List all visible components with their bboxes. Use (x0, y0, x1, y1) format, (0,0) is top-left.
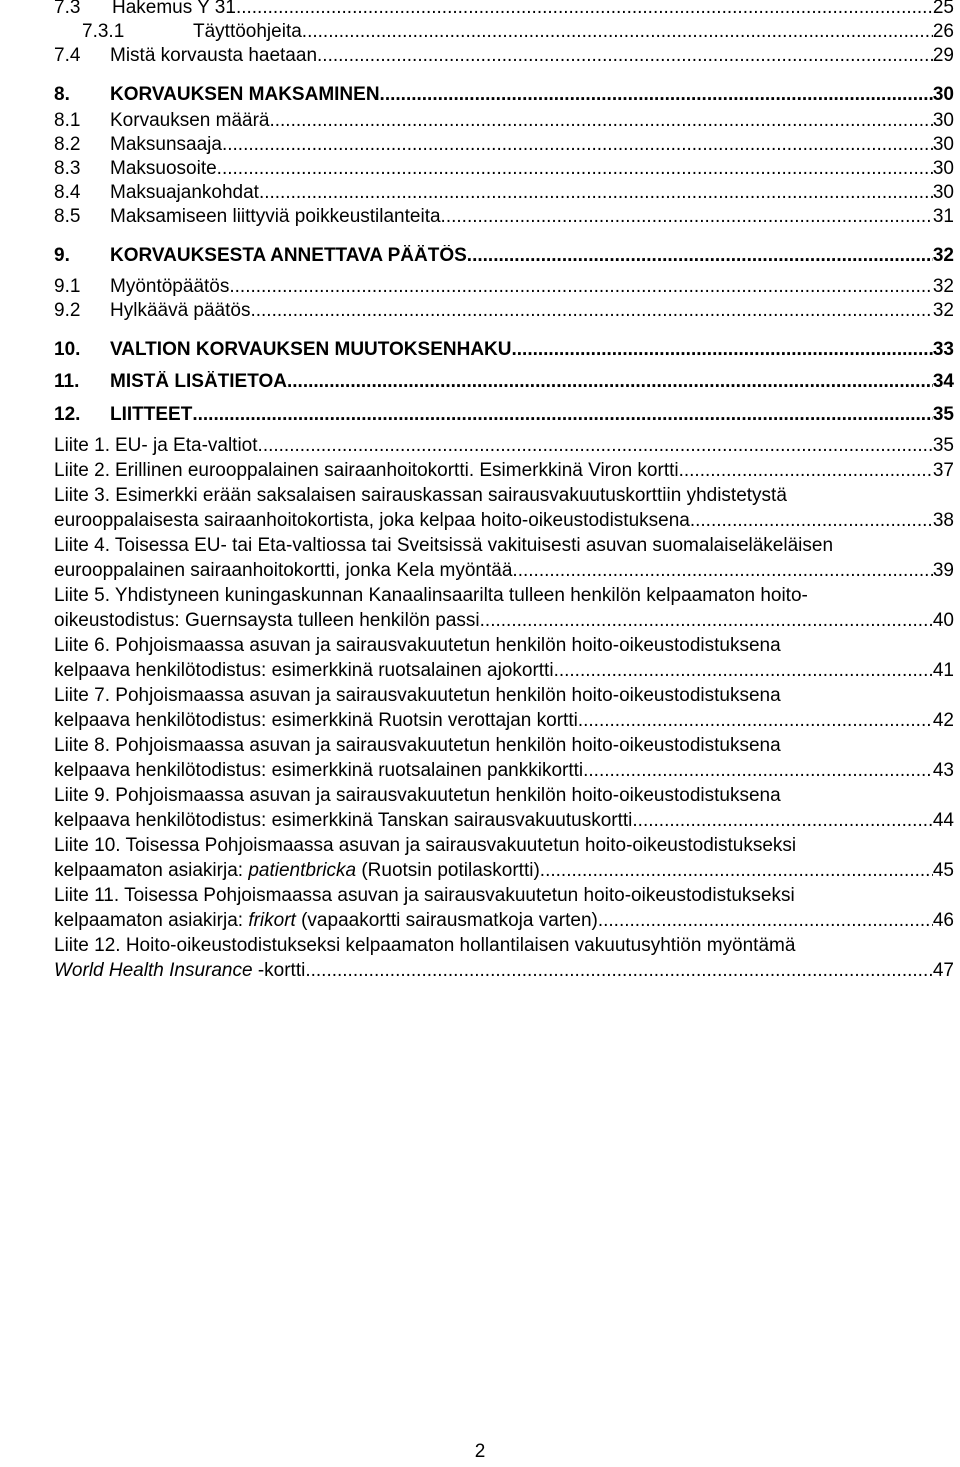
toc-entry[interactable] (54, 300, 954, 322)
toc-number: 8.4 (54, 182, 81, 203)
toc-number: 8. (54, 84, 70, 105)
toc-page: 34 (932, 371, 954, 392)
appendix-entry-line1[interactable] (54, 785, 781, 807)
appendix-page: 35 (932, 435, 954, 456)
appendix-title: Toisessa EU- tai Eta-valtiossa tai Sveitsissä vakituisesti asuvan suomalaiseläkeläisen (114, 535, 834, 556)
toc-leader (287, 371, 933, 393)
toc-title: Maksunsaaja (110, 134, 222, 155)
appendix-title-cont: eurooppalainen sairaanhoitokortti, jonka Kela myöntää. (54, 560, 518, 581)
toc-leader (467, 245, 933, 267)
toc-leader (554, 660, 933, 682)
toc-number: 9. (54, 245, 70, 266)
appendix-label: Liite 8. (54, 735, 110, 756)
appendix-title-post: (vapaakortti sairausmatkoja varten). (295, 910, 604, 931)
appendix-label: Liite 12. (54, 935, 121, 956)
toc-entry[interactable] (54, 84, 954, 106)
toc-page: 32 (932, 300, 954, 321)
appendix-label: Liite 3. (54, 485, 110, 506)
toc-title: Maksuosoite (110, 158, 217, 179)
toc-page: 30 (932, 84, 954, 105)
toc-leader (259, 182, 933, 204)
appendix-entry[interactable] (54, 435, 954, 457)
appendix-title-cont: eurooppalaisesta sairaanhoitokortista, joka kelpaa hoito-oikeustodistuksena. (54, 510, 696, 531)
page-number: 2 (474, 1441, 486, 1462)
toc-leader (302, 21, 933, 43)
toc-number: 11. (54, 371, 80, 392)
toc-number: 8.1 (54, 110, 81, 131)
appendix-label: Liite 1. (54, 435, 110, 456)
toc-entry[interactable] (54, 371, 954, 393)
toc-page: 30 (932, 134, 954, 155)
toc-page: 25 (932, 0, 954, 18)
appendix-title-cont: kelpaava henkilötodistus: esimerkkinä Ruotsin verottajan kortti. (54, 710, 584, 731)
appendix-title-pre: kelpaamaton asiakirja: (54, 860, 249, 881)
toc-page: 32 (932, 245, 954, 266)
toc-title: KORVAUKSEN MAKSAMINEN (110, 84, 380, 105)
toc-entry[interactable] (54, 0, 954, 19)
toc-entry[interactable] (82, 21, 954, 43)
toc-leader (632, 810, 932, 832)
toc-page: 33 (932, 339, 954, 360)
toc-leader (269, 110, 932, 132)
appendix-entry-line2[interactable] (54, 710, 954, 732)
appendix-title: Toisessa Pohjoismaassa asuvan ja sairausvakuutetun hoito-oikeustodistukseksi (124, 885, 795, 906)
toc-leader (380, 84, 933, 106)
appendix-title-italic: patientbricka (248, 860, 357, 881)
appendix-title: EU- ja Eta-valtiot. (114, 435, 263, 456)
toc-entry[interactable] (54, 45, 954, 67)
toc-leader (217, 158, 933, 180)
appendix-page: 39 (932, 560, 954, 581)
appendix-page: 46 (932, 910, 954, 931)
appendix-page: 44 (932, 810, 954, 831)
appendix-entry-line1[interactable] (54, 585, 808, 607)
toc-entry[interactable] (54, 339, 954, 361)
toc-page: 29 (932, 45, 954, 66)
appendix-title-post: -kortti (252, 960, 306, 981)
toc-leader (441, 206, 933, 228)
toc-leader (545, 860, 933, 882)
appendix-label: Liite 10. (54, 835, 121, 856)
appendix-title-cont: kelpaava henkilötodistus: esimerkkinä Tanskan sairausvakuutuskortti (54, 810, 633, 831)
appendix-title-cont: kelpaava henkilötodistus: esimerkkinä ruotsalainen pankkikortti. (54, 760, 589, 781)
toc-page: 30 (932, 182, 954, 203)
appendix-title: Pohjoismaassa asuvan ja sairausvakuutetun henkilön hoito-oikeustodistuksena (115, 735, 781, 756)
toc-number: 12. (54, 404, 81, 425)
appendix-entry-line1[interactable] (54, 935, 795, 957)
toc-page: 30 (932, 158, 954, 179)
appendix-title: Erillinen eurooppalainen sairaanhoitokortti. Esimerkkinä Viron kortti. (114, 460, 684, 481)
toc-page: 35 (932, 404, 954, 425)
appendix-label: Liite 7. (54, 685, 110, 706)
toc-title: Täyttöohjeita (193, 21, 302, 42)
toc-number: 10. (54, 339, 81, 360)
appendix-entry-line1[interactable] (54, 835, 796, 857)
appendix-label: Liite 6. (54, 635, 110, 656)
appendix-entry-line2[interactable] (54, 510, 954, 532)
toc-title: Myöntöpäätös (110, 276, 230, 297)
toc-leader (695, 510, 933, 532)
appendix-title: Hoito-oikeustodistukseksi kelpaamaton hollantilaisen vakuutusyhtiön myöntämä (125, 935, 796, 956)
appendix-title-post: (Ruotsin potilaskortti). (356, 860, 546, 881)
appendix-entry-line2[interactable] (54, 960, 954, 982)
appendix-title-cont: oikeustodistus: Guernsaysta tulleen henkilön passi. (54, 610, 485, 631)
appendix-label: Liite 9. (54, 785, 110, 806)
toc-title: LIITTEET (110, 404, 193, 425)
appendix-title-cont (54, 860, 545, 882)
toc-entry[interactable] (54, 182, 954, 204)
appendix-entry-line1[interactable] (54, 635, 781, 657)
appendix-label: Liite 2. (54, 460, 110, 481)
appendix-label: Liite 4. (54, 535, 110, 556)
toc-number: 7.3 (54, 0, 81, 18)
appendix-page: 42 (932, 710, 954, 731)
appendix-entry-line2[interactable] (54, 860, 954, 882)
appendix-entry-line1[interactable] (54, 485, 787, 507)
toc-number: 9.2 (54, 300, 81, 321)
toc-leader (229, 276, 933, 298)
appendix-page: 45 (932, 860, 954, 881)
appendix-title: Pohjoismaassa asuvan ja sairausvakuutetun henkilön hoito-oikeustodistuksena (115, 685, 781, 706)
toc-number: 7.4 (54, 45, 81, 66)
appendix-title: Pohjoismaassa asuvan ja sairausvakuutetun henkilön hoito-oikeustodistuksena (115, 635, 781, 656)
toc-entry[interactable] (54, 110, 954, 132)
toc-number: 8.5 (54, 206, 81, 227)
toc-title: Maksuajankohdat (110, 182, 259, 203)
toc-title: Maksamiseen liittyviä poikkeustilanteita (110, 206, 441, 227)
appendix-title-italic: World Health Insurance (54, 960, 253, 981)
toc-leader (317, 45, 933, 67)
appendix-title-cont: kelpaava henkilötodistus: esimerkkinä ruotsalainen ajokortti (54, 660, 554, 681)
appendix-label: Liite 11. (54, 885, 120, 906)
toc-entry[interactable] (54, 134, 954, 156)
appendix-title-cont (54, 960, 305, 982)
toc-leader (603, 910, 933, 932)
appendix-entry-line1[interactable] (54, 885, 795, 907)
appendix-title: Toisessa Pohjoismaassa asuvan ja sairausvakuutetun hoito-oikeustodistukseksi (125, 835, 797, 856)
toc-number: 8.3 (54, 158, 81, 179)
toc-leader (305, 960, 933, 982)
toc-leader (588, 760, 932, 782)
toc-number: 7.3.1 (82, 21, 125, 42)
appendix-entry-line2[interactable] (54, 810, 954, 832)
appendix-title: Pohjoismaassa asuvan ja sairausvakuutetun henkilön hoito-oikeustodistuksena (115, 785, 781, 806)
toc-leader (583, 710, 933, 732)
toc-leader (684, 460, 933, 482)
toc-leader (250, 300, 932, 322)
toc-page: 26 (932, 21, 954, 42)
toc-title: Hylkäävä päätös (110, 300, 251, 321)
toc-title: Hakemus Y 31 (112, 0, 236, 18)
appendix-title: Esimerkki erään saksalaisen sairauskassan sairausvakuutuskorttiin yhdistetystä (115, 485, 787, 506)
appendix-page: 41 (932, 660, 954, 681)
toc-entry[interactable] (54, 404, 954, 426)
appendix-entry-line1[interactable] (54, 535, 833, 557)
toc-leader (511, 339, 932, 361)
appendix-entry-line2[interactable] (54, 760, 954, 782)
appendix-page: 38 (932, 510, 954, 531)
appendix-entry-line2[interactable] (54, 910, 954, 932)
toc-leader (263, 435, 933, 457)
appendix-entry-line1[interactable] (54, 685, 781, 707)
toc-title: MISTÄ LISÄTIETOA (110, 371, 287, 392)
toc-leader (192, 404, 933, 426)
appendix-page: 47 (932, 960, 954, 981)
appendix-entry-line2[interactable] (54, 660, 954, 682)
appendix-label: Liite 5. (54, 585, 110, 606)
appendix-title-italic: frikort (248, 910, 296, 931)
toc-title: Mistä korvausta haetaan (110, 45, 318, 66)
appendix-title: Yhdistyneen kuningaskunnan Kanaalinsaarilta tulleen henkilön kelpaamaton hoito- (114, 585, 808, 606)
toc-page: 32 (932, 276, 954, 297)
appendix-title-cont (54, 910, 603, 932)
toc-title: Korvauksen määrä (110, 110, 270, 131)
toc-number: 9.1 (54, 276, 81, 297)
appendix-page: 37 (932, 460, 954, 481)
toc-page: 30 (932, 110, 954, 131)
appendix-entry[interactable] (54, 460, 954, 482)
toc-number: 8.2 (54, 134, 81, 155)
toc-entry[interactable] (54, 206, 954, 228)
toc-entry[interactable] (54, 158, 954, 180)
appendix-title-pre: kelpaamaton asiakirja: (54, 910, 249, 931)
appendix-entry-line1[interactable] (54, 735, 781, 757)
appendix-page: 43 (932, 760, 954, 781)
toc-leader (236, 0, 933, 19)
appendix-entry-line2[interactable] (54, 610, 954, 632)
appendix-page: 40 (932, 610, 954, 631)
appendix-entry-line2[interactable] (54, 560, 954, 582)
toc-entry[interactable] (54, 245, 954, 267)
toc-entry[interactable] (54, 276, 954, 298)
toc-page: 31 (932, 206, 954, 227)
toc-title: VALTION KORVAUKSEN MUUTOKSENHAKU (110, 339, 512, 360)
toc-title: KORVAUKSESTA ANNETTAVA PÄÄTÖS (110, 245, 467, 266)
toc-leader (222, 134, 933, 156)
toc-leader (485, 610, 933, 632)
toc-leader (518, 560, 933, 582)
